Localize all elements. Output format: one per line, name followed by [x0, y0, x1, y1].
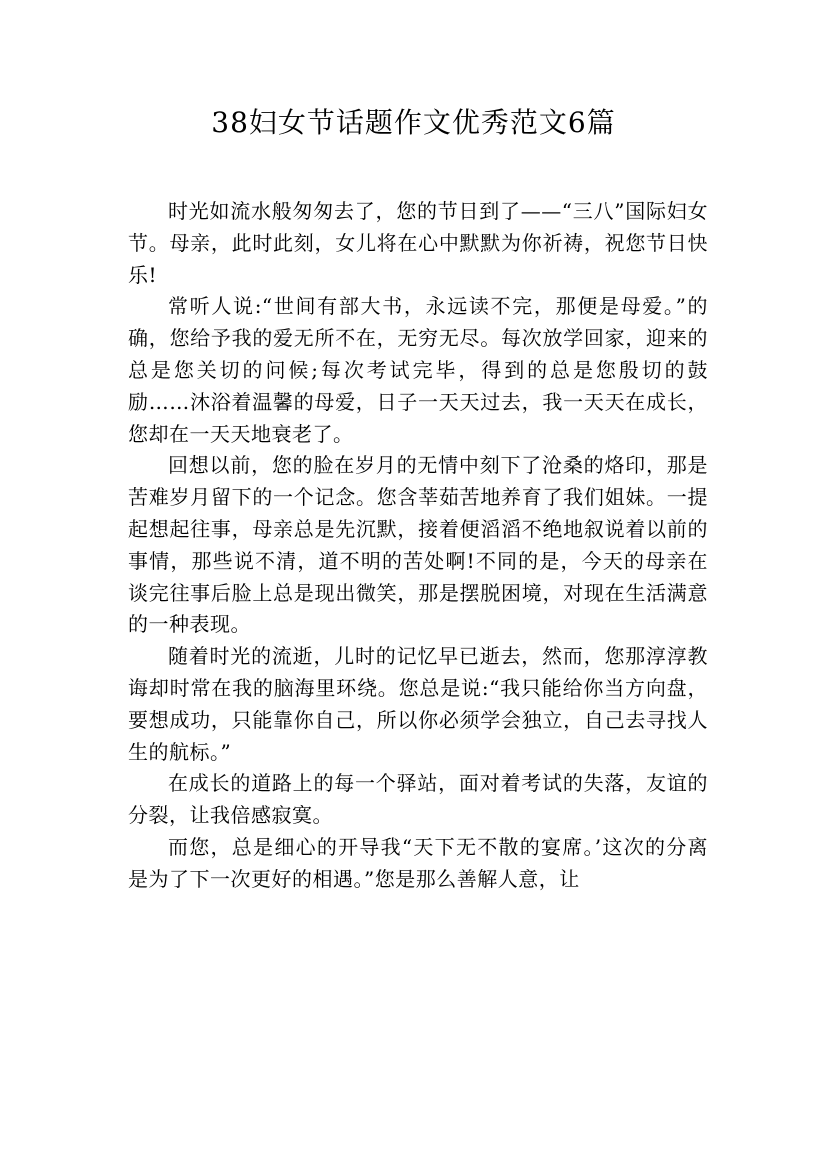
paragraph-1: 时光如流水般匆匆去了，您的节日到了——“三八”国际妇女节。母亲，此时此刻，女儿将在心中默默为你祈祷，祝您节日快乐!	[128, 199, 708, 287]
paragraph-6: 而您，总是细心的开导我“天下无不散的宴席。’这次的分离是为了下一次更好的相遇。”您是那么善解人意，让	[128, 834, 708, 891]
document-title: 38妇女节话题作文优秀范文6篇	[211, 106, 616, 139]
paragraph-5: 在成长的道路上的每一个驿站，面对着考试的失落，友谊的分裂，让我倍感寂寞。	[128, 771, 708, 828]
document-body	[128, 196, 708, 896]
paragraph-4: 随着时光的流逝，儿时的记忆早已逝去，然而，您那淳淳教诲却时常在我的脑海里环绕。您总是说:“我只能给你当方向盘，要想成功，只能靠你自己，所以你必须学会独立，自己去寻找人生的航标。”	[128, 644, 708, 764]
paragraph-3: 回想以前，您的脸在岁月的无情中刻下了沧桑的烙印，那是苦难岁月留下的一个记念。您含莘茹苦地养育了我们姐妹。一提起想起往事，母亲总是先沉默，接着便滔滔不绝地叙说着以前的事情，那些说不清，道不明的苦处啊!不同的是，今天的母亲在谈完往事后脸上总是现出微笑，那是摆脱困境，对现在生活满意的一种表现。	[128, 453, 708, 637]
paragraph-2: 常听人说:“世间有部大书，永远读不完，那便是母爱。”的确，您给予我的爱无所不在，无穷无尽。每次放学回家，迎来的总是您关切的问候;每次考试完毕，得到的总是您殷切的鼓励……沐浴着温馨的母爱，日子一天天过去，我一天天在成长，您却在一天天地衰老了。	[128, 294, 708, 446]
